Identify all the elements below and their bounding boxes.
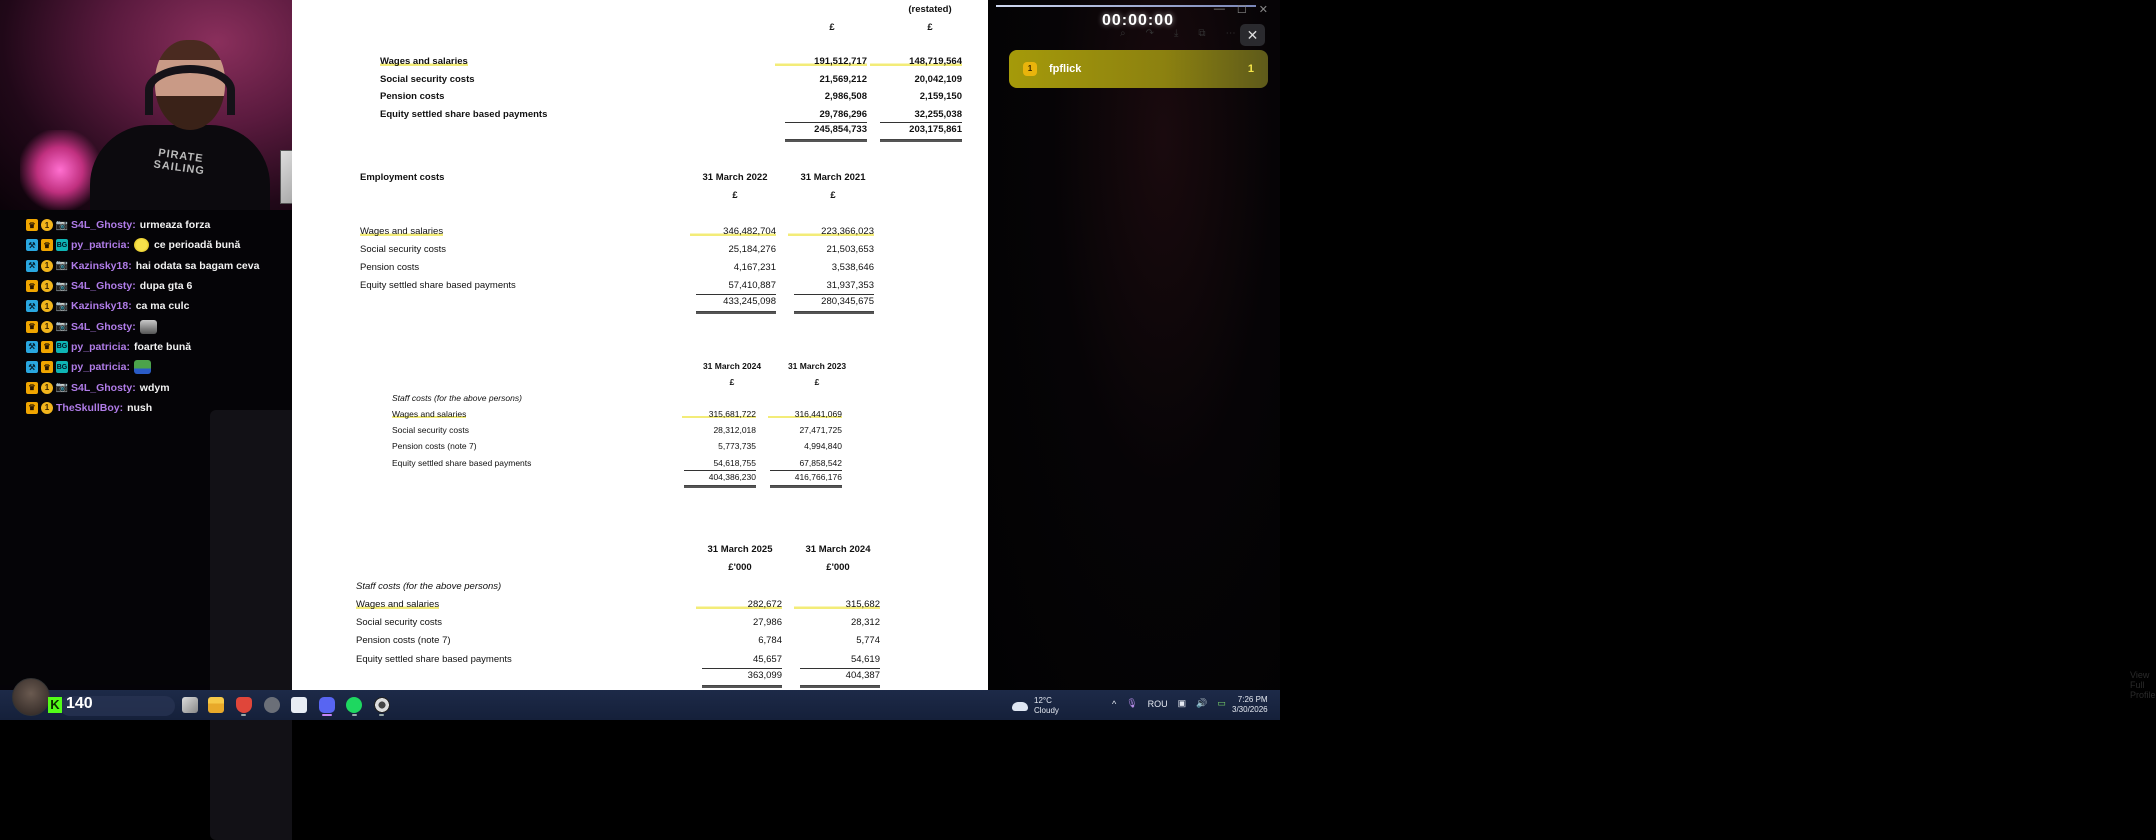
chat-text: wdym xyxy=(139,381,170,394)
column-unit: £ xyxy=(830,190,836,201)
minimize-icon[interactable]: — xyxy=(1213,3,1225,15)
chat-colon: : xyxy=(132,381,136,394)
section-title: Employment costs xyxy=(360,172,445,183)
coin-1-icon: 1 xyxy=(41,321,53,333)
display-icon[interactable]: ▣ xyxy=(1177,698,1187,708)
shirt-print: PIRATE SAILING xyxy=(152,146,206,178)
crown-icon: ♛ xyxy=(26,382,38,394)
bg-badge-icon: BG xyxy=(56,361,68,373)
mod-hammer-icon: ⚒ xyxy=(26,260,38,272)
column-unit: £ xyxy=(829,22,835,33)
total-value: 433,245,098 xyxy=(723,296,776,307)
download-icon[interactable]: ⤓ xyxy=(1174,28,1179,39)
weather-condition: Cloudy xyxy=(1034,706,1059,715)
language-indicator[interactable]: ROU xyxy=(1147,698,1168,709)
column-header: 31 March 2024 xyxy=(805,544,871,555)
chat-colon: : xyxy=(128,300,132,313)
chat-message xyxy=(0,215,292,235)
battery-icon[interactable]: ▭ xyxy=(1217,698,1226,708)
rank-badge-icon: 1 xyxy=(1023,62,1037,76)
crown-icon: ♛ xyxy=(26,219,38,231)
chat-message xyxy=(0,357,292,377)
column-note: (restated) xyxy=(908,4,952,15)
chat-colon: : xyxy=(132,320,136,333)
column-unit: £ xyxy=(814,377,820,387)
section-subtitle: Staff costs (for the above persons) xyxy=(392,393,522,403)
camera-red-icon: 📷 xyxy=(55,260,69,272)
chat-text: dupa gta 6 xyxy=(139,280,193,293)
row-value: 346,482,704 xyxy=(690,226,776,237)
chat-text: ca ma culc xyxy=(135,300,190,313)
chat-message xyxy=(0,398,292,418)
chat-username[interactable]: S4L_Ghosty xyxy=(71,320,133,333)
chat-username[interactable]: TheSkullBoy xyxy=(56,401,120,414)
alert-username: fpflick xyxy=(1049,63,1082,75)
chat-message xyxy=(0,377,292,397)
total-value: 404,386,230 xyxy=(708,471,756,482)
column-header: 31 March 2023 xyxy=(787,361,847,371)
task-view-icon[interactable] xyxy=(182,697,198,713)
row-value: 29,786,296 xyxy=(819,108,867,120)
row-label: Equity settled share based payments xyxy=(392,457,532,468)
column-unit: £'000 xyxy=(728,562,752,573)
total-double-underline xyxy=(800,685,880,688)
row-value: 315,682 xyxy=(794,599,880,610)
chat-colon: : xyxy=(126,239,130,252)
leaderboard-alert xyxy=(1009,50,1268,88)
background-panel xyxy=(210,410,292,840)
emote-icon xyxy=(140,320,157,334)
column-header: 31 March 2024 xyxy=(702,361,762,371)
crown-icon: ♛ xyxy=(41,341,53,353)
more-icon[interactable]: ⋯ xyxy=(1225,28,1236,39)
row-value: 28,312 xyxy=(850,617,880,629)
total-value: 416,766,176 xyxy=(794,471,842,482)
clock[interactable] xyxy=(1232,695,1268,715)
chat-colon: : xyxy=(126,340,130,353)
chat-colon: : xyxy=(128,259,132,272)
row-value: 4,167,231 xyxy=(733,262,776,273)
total-value: 280,345,675 xyxy=(821,296,874,307)
coin-1-icon: 1 xyxy=(41,260,53,272)
row-label: Social security costs xyxy=(392,425,469,436)
alert-count: 1 xyxy=(1247,63,1254,75)
chat-username[interactable]: py_patricia xyxy=(71,239,127,252)
row-value: 20,042,109 xyxy=(914,73,962,85)
chat-message xyxy=(0,316,292,336)
chat-colon: : xyxy=(132,219,136,232)
crown-icon: ♛ xyxy=(26,280,38,292)
row-label: Social security costs xyxy=(356,617,443,629)
row-value: 45,657 xyxy=(752,653,782,665)
row-value: 4,994,840 xyxy=(804,441,842,452)
chat-text: nush xyxy=(127,401,153,414)
total-value: 203,175,861 xyxy=(909,124,962,135)
section-subtitle: Staff costs (for the above persons) xyxy=(356,581,502,592)
timer: 00:00:00 xyxy=(1101,12,1175,29)
row-value: 2,159,150 xyxy=(919,91,962,102)
total-value: 404,387 xyxy=(845,669,880,681)
webcam-feed xyxy=(0,0,310,210)
chat-message xyxy=(0,256,292,276)
row-label: Social security costs xyxy=(360,244,447,255)
row-label: Wages and salaries xyxy=(356,599,440,610)
weather-temp: 12°C xyxy=(1034,696,1052,705)
chat-overlay xyxy=(0,210,292,685)
clock-time: 7:26 PM xyxy=(1237,695,1268,704)
crown-icon: ♛ xyxy=(26,402,38,414)
pink-light xyxy=(20,130,100,210)
kick-logo-icon: K xyxy=(48,697,62,713)
view-full-profile-link[interactable]: View Full Profile xyxy=(2130,670,2156,700)
row-value: 54,619 xyxy=(850,653,880,665)
crown-icon: ♛ xyxy=(26,321,38,333)
row-label: Equity settled share based payments xyxy=(356,653,512,665)
row-value: 5,774 xyxy=(856,635,880,647)
row-value: 27,986 xyxy=(752,617,782,629)
row-value: 148,719,564 xyxy=(870,56,962,67)
viewer-count: 140 xyxy=(66,695,93,712)
chat-username[interactable]: S4L_Ghosty xyxy=(71,280,133,293)
close-button[interactable]: ✕ xyxy=(1240,24,1265,46)
coin-1-icon: 1 xyxy=(41,300,53,312)
coin-1-icon: 1 xyxy=(41,382,53,394)
obs-icon[interactable] xyxy=(374,697,390,713)
row-value: 21,569,212 xyxy=(819,73,867,85)
external-link-icon[interactable]: ⧉ xyxy=(1198,28,1206,39)
chat-message xyxy=(0,296,292,316)
coin-1-icon: 1 xyxy=(41,280,53,292)
row-value: 25,184,276 xyxy=(728,244,776,255)
row-value: 67,858,542 xyxy=(799,457,842,468)
microphone-icon[interactable]: 🎙 xyxy=(1126,698,1138,708)
chat-username[interactable]: Kazinsky18 xyxy=(71,300,129,313)
cloud-icon xyxy=(1012,702,1028,711)
weather-widget[interactable] xyxy=(1012,696,1059,716)
chat-list xyxy=(0,215,292,418)
brave-icon[interactable] xyxy=(236,697,252,713)
row-value: 27,471,725 xyxy=(799,425,842,436)
spotify-icon[interactable] xyxy=(346,697,362,713)
running-indicator xyxy=(352,714,357,716)
column-header: 31 March 2025 xyxy=(707,544,773,555)
row-value: 282,672 xyxy=(696,599,782,610)
row-value: 191,512,717 xyxy=(775,56,867,67)
system-tray xyxy=(1112,698,1226,709)
chat-username[interactable]: py_patricia xyxy=(71,361,127,374)
row-label: Pension costs (note 7) xyxy=(392,441,477,452)
mod-hammer-icon: ⚒ xyxy=(26,361,38,373)
sum-underline xyxy=(800,668,880,669)
row-label: Equity settled share based payments xyxy=(380,108,548,120)
row-value: 54,618,755 xyxy=(713,457,756,468)
sum-underline xyxy=(702,668,782,669)
row-value: 3,538,646 xyxy=(831,262,874,273)
chat-text: foarte bună xyxy=(133,340,192,353)
row-label: Wages and salaries xyxy=(360,226,444,237)
row-label: Equity settled share based payments xyxy=(360,280,516,291)
chevron-up-icon[interactable]: ^ xyxy=(1112,698,1117,709)
row-value: 223,366,023 xyxy=(788,226,874,237)
discord-icon[interactable] xyxy=(319,697,335,713)
chat-message xyxy=(0,337,292,357)
crown-icon: ♛ xyxy=(41,361,53,373)
running-indicator xyxy=(241,714,246,716)
streamer-avatar xyxy=(12,678,50,716)
row-value: 28,312,018 xyxy=(713,425,756,436)
row-value: 6,784 xyxy=(758,635,782,647)
volume-icon[interactable]: 🔊 xyxy=(1196,698,1208,708)
chat-colon: : xyxy=(132,280,136,293)
row-value: 316,441,069 xyxy=(768,409,842,419)
chat-message xyxy=(0,235,292,255)
row-value: 5,773,735 xyxy=(718,441,756,452)
clock-date: 3/30/2026 xyxy=(1232,705,1268,714)
chat-colon: : xyxy=(126,361,130,374)
row-label: Social security costs xyxy=(380,73,475,85)
row-label: Pension costs xyxy=(360,262,420,273)
chat-message xyxy=(0,276,292,296)
row-label: Wages and salaries xyxy=(392,409,467,419)
camera-red-icon: 📷 xyxy=(55,300,69,312)
emote-icon xyxy=(134,360,151,374)
crown-icon: ♛ xyxy=(41,239,53,251)
bg-badge-icon: BG xyxy=(56,341,68,353)
microsoft-store-icon[interactable] xyxy=(291,697,307,713)
total-value: 363,099 xyxy=(747,669,782,681)
row-value: 21,503,653 xyxy=(826,244,874,255)
row-label: Pension costs (note 7) xyxy=(356,635,451,647)
mod-hammer-icon: ⚒ xyxy=(26,300,38,312)
file-explorer-icon[interactable] xyxy=(208,697,224,713)
row-value: 2,986,508 xyxy=(824,91,867,102)
chat-username[interactable]: S4L_Ghosty xyxy=(71,219,133,232)
row-value: 57,410,887 xyxy=(728,280,776,291)
close-window-icon[interactable]: ✕ xyxy=(1258,4,1268,16)
row-value: 31,937,353 xyxy=(826,280,874,291)
chat-username[interactable]: S4L_Ghosty xyxy=(71,381,133,394)
mod-hammer-icon: ⚒ xyxy=(26,239,38,251)
total-value: 245,854,733 xyxy=(814,124,867,135)
search-icon[interactable]: ⌕ xyxy=(1120,28,1126,39)
row-value: 315,681,722 xyxy=(682,409,756,419)
chat-username[interactable]: Kazinsky18 xyxy=(71,259,129,272)
document-viewer[interactable] xyxy=(292,0,988,690)
share-icon[interactable]: ↷ xyxy=(1145,28,1154,39)
chat-username[interactable]: py_patricia xyxy=(71,340,127,353)
column-unit: £ xyxy=(729,377,735,387)
row-value: 32,255,038 xyxy=(914,108,962,120)
column-unit: £ xyxy=(927,22,933,33)
chat-text: ce perioadă bună xyxy=(153,239,241,252)
headset-icon xyxy=(145,65,235,115)
row-label: Pension costs xyxy=(380,91,445,102)
maximize-icon[interactable]: ☐ xyxy=(1236,4,1247,16)
column-header: 31 March 2021 xyxy=(800,172,866,183)
coin-1-icon: 1 xyxy=(41,402,53,414)
camera-icon: 📷 xyxy=(55,280,69,292)
chat-text: urmeaza forza xyxy=(139,219,211,232)
bg-badge-icon: BG xyxy=(56,239,68,251)
row-label: Wages and salaries xyxy=(380,56,468,67)
column-unit: £ xyxy=(732,190,738,201)
total-double-underline xyxy=(702,685,782,688)
app-icon[interactable] xyxy=(264,697,280,713)
camera-icon: 📷 xyxy=(55,219,69,231)
coin-1-icon: 1 xyxy=(41,219,53,231)
active-indicator xyxy=(322,714,332,716)
column-unit: £'000 xyxy=(826,562,850,573)
emote-icon xyxy=(134,238,149,252)
table-section-4 xyxy=(356,0,916,690)
camera-icon: 📷 xyxy=(55,321,69,333)
chat-colon: : xyxy=(119,401,124,414)
mod-hammer-icon: ⚒ xyxy=(26,341,38,353)
column-header: 31 March 2022 xyxy=(702,172,768,183)
streamer xyxy=(90,40,260,210)
running-indicator xyxy=(379,714,384,716)
chat-text: hai odata sa bagam ceva xyxy=(135,259,260,272)
camera-icon: 📷 xyxy=(55,382,69,394)
